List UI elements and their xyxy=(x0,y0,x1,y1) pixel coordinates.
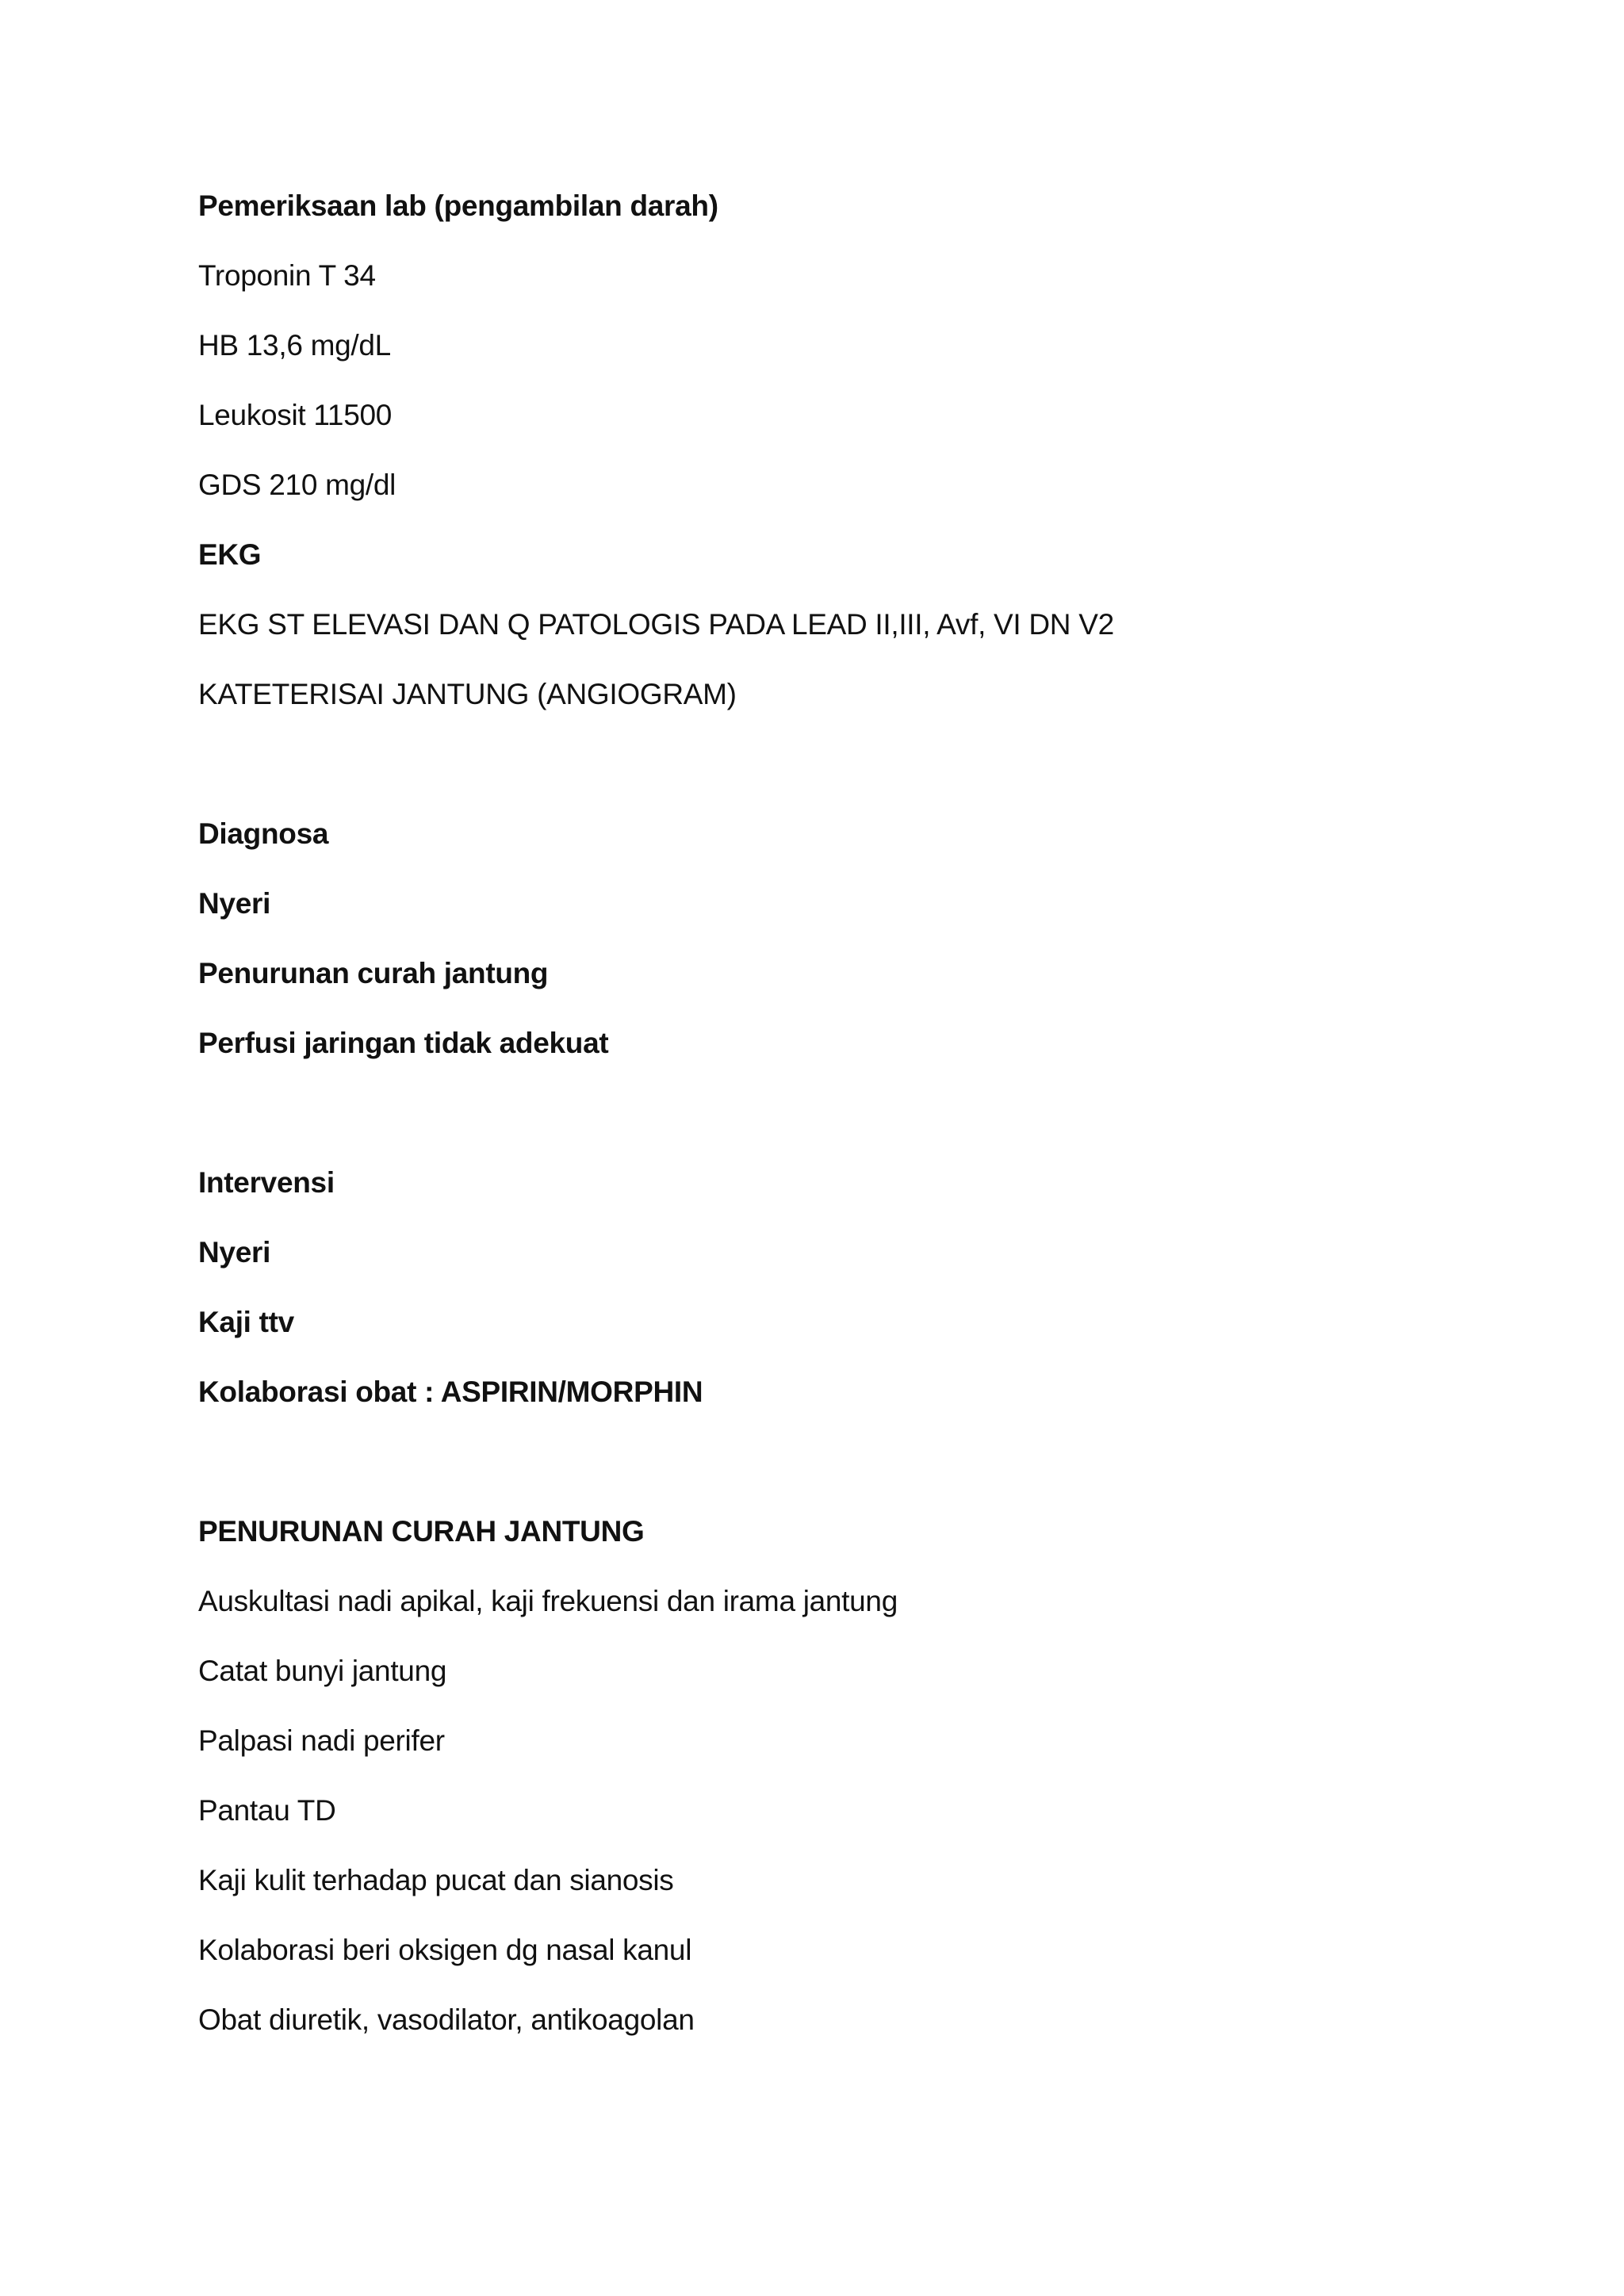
diagnosa-item-penurunan: Penurunan curah jantung xyxy=(198,957,549,989)
ekg-heading: EKG xyxy=(198,538,262,571)
section-spacer xyxy=(198,1445,1467,1514)
penurunan-item-obat: Obat diuretik, vasodilator, antikoagolan xyxy=(198,2003,695,2036)
penurunan-item-bunyi-jantung: Catat bunyi jantung xyxy=(198,1655,447,1687)
intervensi-item-kolaborasi-obat: Kolaborasi obat : ASPIRIN/MORPHIN xyxy=(198,1376,703,1408)
ekg-item-kateterisasi: KATETERISAI JANTUNG (ANGIOGRAM) xyxy=(198,678,737,710)
diagnosa-item-nyeri: Nyeri xyxy=(198,887,271,920)
penurunan-item-oksigen: Kolaborasi beri oksigen dg nasal kanul xyxy=(198,1934,692,1966)
diagnosa-item-perfusi: Perfusi jaringan tidak adekuat xyxy=(198,1027,609,1059)
penurunan-item-pantau-td: Pantau TD xyxy=(198,1794,336,1827)
section-spacer xyxy=(198,747,1467,817)
section-spacer xyxy=(198,1096,1467,1165)
ekg-item-elevasi: EKG ST ELEVASI DAN Q PATOLOGIS PADA LEAD II,III, Avf, VI DN V2 xyxy=(198,608,1114,641)
lab-heading: Pemeriksaan lab (pengambilan darah) xyxy=(198,189,718,222)
penurunan-item-palpasi: Palpasi nadi perifer xyxy=(198,1724,445,1757)
lab-item-leukosit: Leukosit 11500 xyxy=(198,399,393,431)
penurunan-item-auskultasi: Auskultasi nadi apikal, kaji frekuensi dan irama jantung xyxy=(198,1585,898,1617)
penurunan-item-kaji-kulit: Kaji kulit terhadap pucat dan sianosis xyxy=(198,1864,674,1896)
document-body xyxy=(198,189,1467,2072)
lab-item-gds: GDS 210 mg/dl xyxy=(198,469,396,501)
diagnosa-heading: Diagnosa xyxy=(198,817,329,850)
intervensi-item-nyeri: Nyeri xyxy=(198,1236,271,1269)
lab-item-hb: HB 13,6 mg/dL xyxy=(198,329,391,362)
intervensi-item-kaji-ttv: Kaji ttv xyxy=(198,1306,294,1338)
intervensi-heading: Intervensi xyxy=(198,1166,335,1199)
lab-item-troponin: Troponin T 34 xyxy=(198,259,376,292)
penurunan-heading: PENURUNAN CURAH JANTUNG xyxy=(198,1515,645,1548)
